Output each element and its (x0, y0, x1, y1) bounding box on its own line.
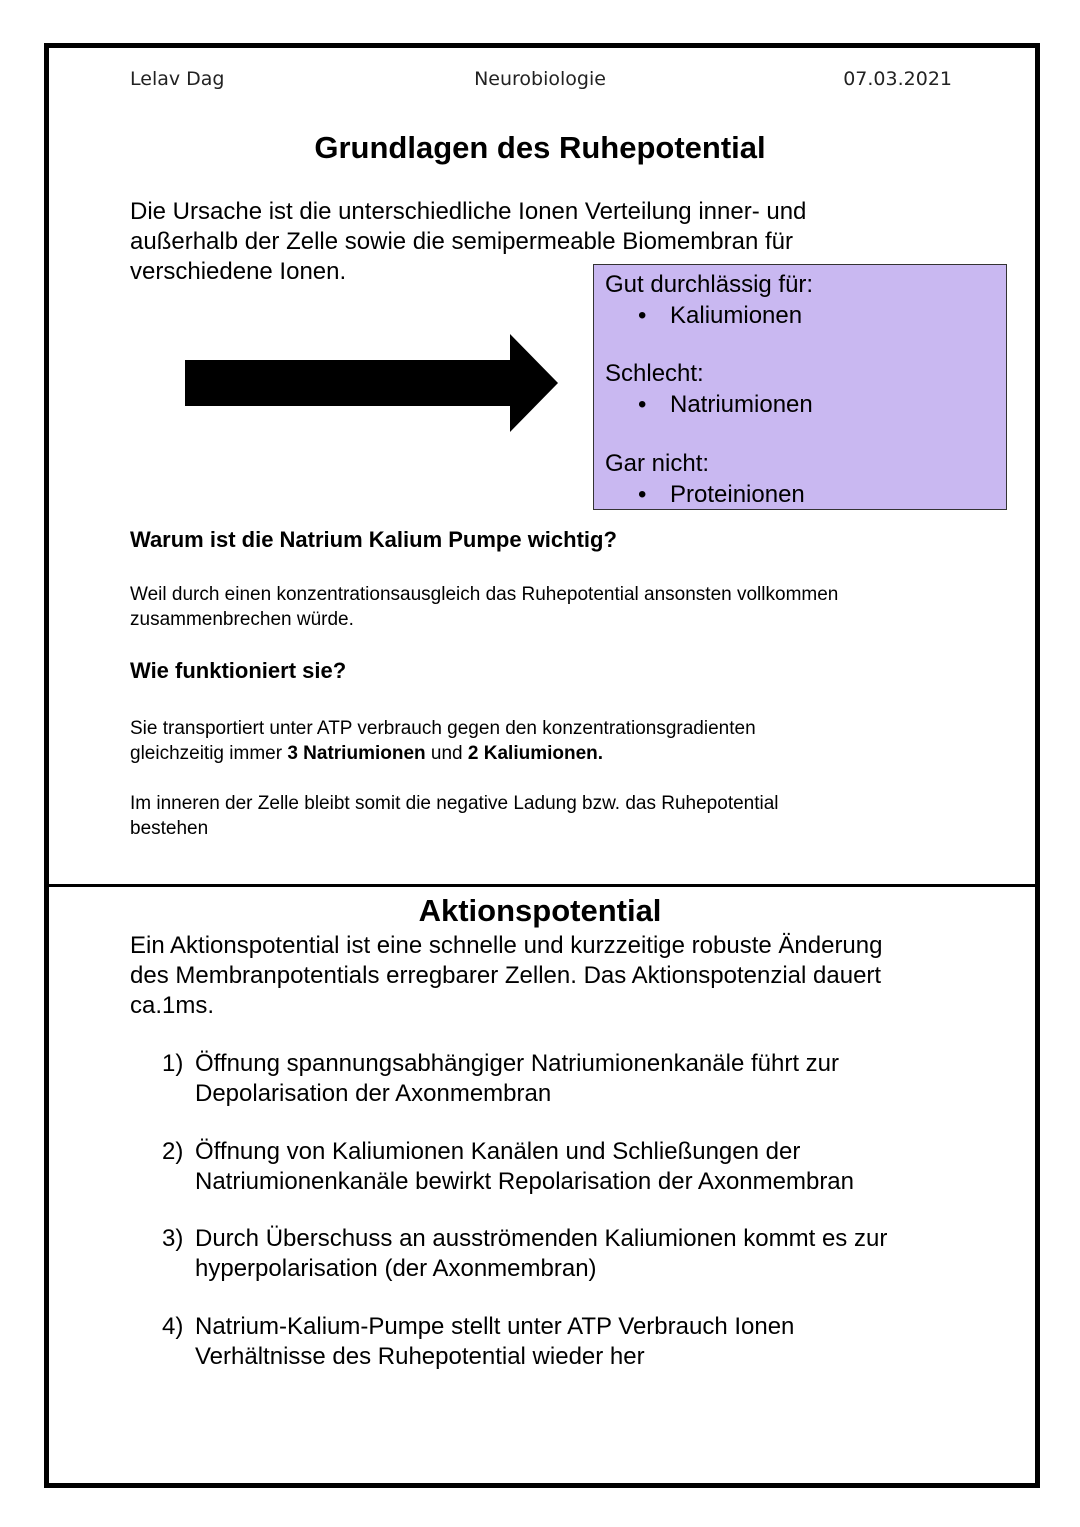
answer-paragraph (130, 716, 970, 766)
answer-paragraph (130, 791, 970, 841)
question-heading: Warum ist die Natrium Kalium Pumpe wichtig? (130, 527, 617, 552)
step-item (162, 1312, 952, 1372)
step-item (162, 1049, 952, 1109)
not-permeable-label: Gar nicht: (605, 450, 710, 477)
bullet-icon: • (638, 302, 647, 329)
text-line: Öffnung von Kaliumionen Kanälen und Schließungen der (195, 1138, 801, 1165)
header-subject: Neurobiologie (474, 68, 606, 90)
step-number: 3) (162, 1225, 184, 1252)
step-number: 1) (162, 1050, 184, 1077)
section-title-aktionspotential: Aktionspotential (418, 893, 662, 928)
step-text (195, 1224, 952, 1284)
step-item (162, 1224, 952, 1284)
intro-line: verschiedene Ionen. (130, 258, 347, 285)
text-line: hyperpolarisation (der Axonmembran) (195, 1255, 597, 1282)
text-line: Verhältnisse des Ruhepotential wieder her (195, 1343, 645, 1370)
intro-line: Die Ursache ist die unterschiedliche Ionen Verteilung inner- und (130, 198, 807, 225)
section-title-ruhepotential: Grundlagen des Ruhepotential (314, 130, 766, 165)
good-permeable-item: Kaliumionen (670, 302, 803, 329)
header-author: Lelav Dag (130, 68, 225, 90)
step-number: 4) (162, 1313, 184, 1340)
text-line (130, 741, 970, 766)
right-arrow-icon (185, 334, 560, 432)
list-item (638, 391, 813, 419)
text-line: Weil durch einen konzentrationsausgleich das Ruhepotential ansonsten vollkommen (130, 584, 839, 605)
text-line: Im inneren der Zelle bleibt somit die negative Ladung bzw. das Ruhepotential (130, 793, 779, 814)
step-number: 2) (162, 1138, 184, 1165)
bullet-icon: • (638, 391, 647, 418)
text-line: Natriumionenkanäle bewirkt Repolarisation der Axonmembran (195, 1168, 855, 1195)
text-line: zusammenbrechen würde. (130, 609, 354, 630)
step-text (195, 1312, 952, 1372)
section-divider (49, 884, 1039, 887)
step-item (162, 1137, 952, 1197)
text-line: Sie transportiert unter ATP verbrauch gegen den konzentrationsgradienten (130, 718, 756, 739)
bold-count-natrium: 3 Natriumionen (287, 743, 426, 764)
good-permeable-label: Gut durchlässig für: (605, 271, 814, 298)
text-line: Öffnung spannungsabhängiger Natriumionenkanäle führt zur (195, 1050, 839, 1077)
intro-line: außerhalb der Zelle sowie die semipermeable Biomembran für (130, 228, 793, 255)
bold-count-kalium: 2 Kaliumionen. (467, 743, 604, 764)
text-line: Natrium-Kalium-Pumpe stellt unter ATP Verbrauch Ionen (195, 1313, 795, 1340)
aktionspotential-intro (130, 931, 950, 1021)
text-line: bestehen (130, 818, 209, 839)
answer-paragraph (130, 582, 970, 632)
step-text (195, 1137, 952, 1197)
question-heading: Wie funktioniert sie? (130, 658, 347, 683)
intro-line: Ein Aktionspotential ist eine schnelle und kurzzeitige robuste Änderung (130, 932, 883, 959)
header-date: 07.03.2021 (843, 68, 952, 90)
intro-line: ca.1ms. (130, 992, 215, 1019)
permeability-box (593, 264, 1007, 510)
step-text (195, 1049, 952, 1109)
bullet-icon: • (638, 481, 647, 508)
bad-permeable-item: Natriumionen (670, 391, 813, 418)
list-item (638, 481, 805, 509)
text-line: Depolarisation der Axonmembran (195, 1080, 552, 1107)
text-span: und (425, 743, 468, 764)
text-span: gleichzeitig immer (130, 743, 288, 764)
list-item (638, 302, 802, 330)
not-permeable-item: Proteinionen (670, 481, 805, 508)
text-line: Durch Überschuss an ausströmenden Kaliumionen kommt es zur (195, 1225, 888, 1252)
intro-line: des Membranpotentials erregbarer Zellen. Das Aktionspotenzial dauert (130, 962, 882, 989)
bad-permeable-label: Schlecht: (605, 360, 704, 387)
